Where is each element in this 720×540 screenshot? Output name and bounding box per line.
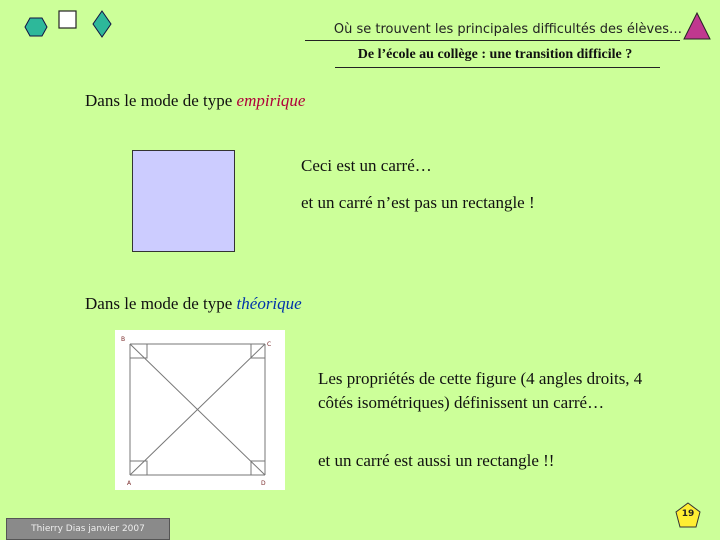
vertex-label-a: A [127,480,132,487]
header-divider [305,40,680,41]
vertex-label-c: C [267,341,272,348]
vertex-label-b: B [121,336,126,343]
empirical-square-figure [132,150,235,252]
theoretical-keyword: théorique [236,294,302,313]
vertex-label-d: D [261,480,266,487]
empirical-line-1: Ceci est un carré… [301,156,432,175]
empirical-line-2: et un carré n’est pas un rectangle ! [301,193,535,212]
subtitle-underline [335,67,660,68]
theoretical-prefix: Dans le mode de type [85,294,237,313]
diamond-icon[interactable] [92,10,112,38]
header-title: Où se trouvent les principales difficultés des élèves… [333,22,682,37]
page-number: 19 [681,509,695,519]
theoretical-heading [85,294,302,314]
theoretical-square-figure [115,330,285,490]
empirical-keyword: empirique [236,91,306,110]
empirical-prefix: Dans le mode de type [85,91,237,110]
footer-credit: Thierry Dias janvier 2007 [6,518,170,540]
theoretical-line-2: et un carré est aussi un rectangle !! [318,451,555,470]
theoretical-line-1: Les propriétés de cette figure (4 angles droits, 4 côtés isométriques) définissent un carré… [318,369,643,412]
hexagon-icon[interactable] [24,16,48,38]
empirical-heading [85,91,305,111]
square-icon[interactable] [58,10,78,30]
triangle-icon[interactable] [683,12,711,40]
slide-subtitle: De l’école au collège : une transition difficile ? [357,47,633,62]
